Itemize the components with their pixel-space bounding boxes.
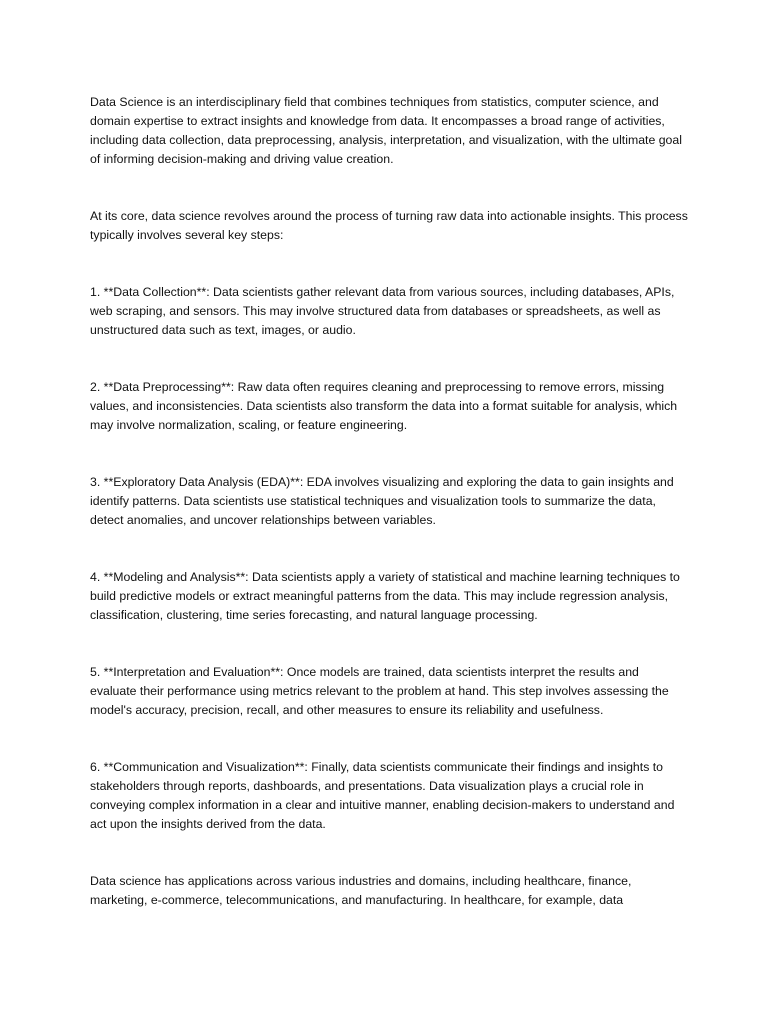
paragraph-step-data-preprocessing: 2. **Data Preprocessing**: Raw data often requires cleaning and preprocessing to remove errors, missing values, and inconsistencies. Data scientists also transform the data into a format suitable for analysis, which may involve normalization, scaling, or feature engineering. xyxy=(90,380,678,432)
paragraph-core: At its core, data science revolves around the process of turning raw data into actionable insights. This process typically involves several key steps: xyxy=(90,209,688,242)
paragraph-step-modeling: 4. **Modeling and Analysis**: Data scientists apply a variety of statistical and machine learning techniques to build predictive models or extract meaningful patterns from the data. This may include regression analysis, classification, clustering, time series forecasting, and natural language processing. xyxy=(90,570,680,622)
paragraph-step-interpretation: 5. **Interpretation and Evaluation**: Once models are trained, data scientists interpret the results and evaluate their performance using metrics relevant to the problem at hand. This step involves assessing the model's accuracy, precision, recall, and other measures to ensure its reliability and usefulness. xyxy=(90,665,669,717)
paragraph-step-eda: 3. **Exploratory Data Analysis (EDA)**: EDA involves visualizing and exploring the data to gain insights and identify patterns. Data scientists use statistical techniques and visualization tools to summarize the data, detect anomalies, and uncover relationships between variables. xyxy=(90,475,674,527)
paragraph-applications: Data science has applications across various industries and domains, including healthcare, finance, marketing, e-commerce, telecommunications, and manufacturing. In healthcare, for example, data xyxy=(90,874,632,907)
paragraph-intro: Data Science is an interdisciplinary field that combines techniques from statistics, computer science, and domain expertise to extract insights and knowledge from data. It encompasses a broad range of activities, including data collection, data preprocessing, analysis, interpretation, and visualization, with the ultimate goal of informing decision-making and driving value creation. xyxy=(90,95,682,166)
paragraph-step-communication: 6. **Communication and Visualization**: Finally, data scientists communicate their findings and insights to stakeholders through reports, dashboards, and presentations. Data visualization plays a crucial role in conveying complex information in a clear and intuitive manner, enabling decision-makers to understand and act upon the insights derived from the data. xyxy=(90,760,675,831)
paragraph-step-data-collection: 1. **Data Collection**: Data scientists gather relevant data from various sources, including databases, APIs, web scraping, and sensors. This may involve structured data from databases or spreadsheets, as well as unstructured data such as text, images, or audio. xyxy=(90,285,675,337)
